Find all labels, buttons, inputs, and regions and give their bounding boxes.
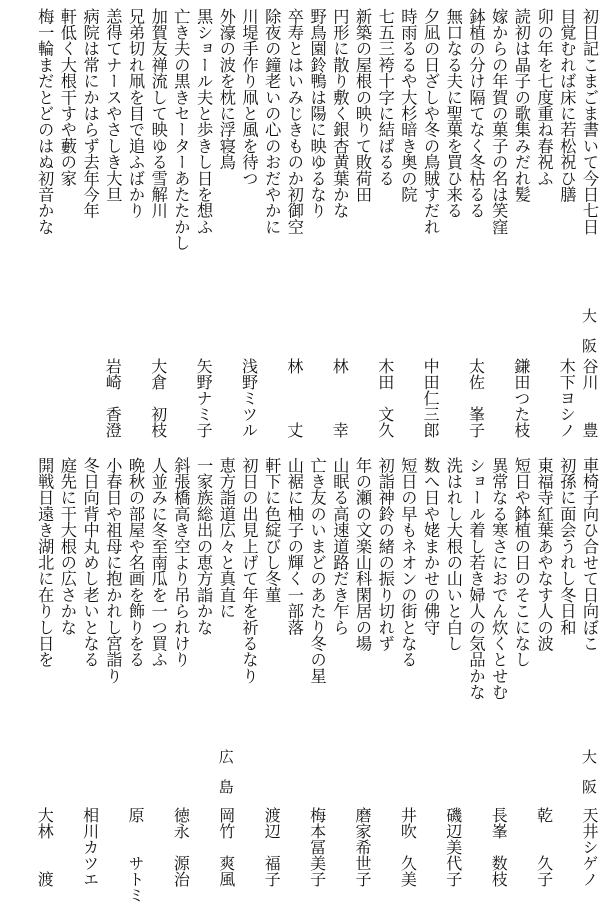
haiku-verse: 短日や鉢植の日のそこになし: [511, 457, 531, 668]
haiku-verse: 東福寺紅葉あやなす人の波: [534, 457, 554, 652]
top-section: [0, 8, 600, 448]
verse-column: [533, 8, 555, 448]
haiku-verse: 人並みに冬至南瓜を一つ買ふ: [148, 457, 168, 668]
verse-column: [124, 8, 146, 448]
haiku-verse: 初孫に面会うれし冬日和: [557, 457, 577, 636]
verse-column: [192, 457, 214, 897]
haiku-verse: 嫁からの年賀の菓子の名は笑窪: [489, 8, 509, 235]
author-name: 徳永 源治: [171, 807, 191, 887]
author-name: 渡辺 福子: [262, 807, 282, 887]
verse-column: [260, 8, 282, 448]
haiku-verse: 兄弟切れ凧を目で追ふばかり: [126, 8, 145, 219]
haiku-verse: 初日の出見上げて年を祈るなり: [239, 457, 259, 684]
verse-column: [192, 8, 214, 448]
author-name: 谷川 豊: [580, 358, 599, 438]
author-name: 梅本冨美子: [307, 807, 327, 887]
verse-column: [419, 8, 441, 448]
haiku-verse: 野鳥園鈴鴨は陽に映ゆるなり: [307, 8, 327, 219]
haiku-verse: 読初は晶子の歌集みだれ髪: [511, 8, 531, 203]
haiku-verse: 初日記こまごま書いて今日七日: [580, 8, 599, 235]
haiku-verse: 加賀友禅流して映ゆる雪解川: [148, 8, 168, 219]
verse-column: [465, 457, 487, 897]
haiku-verse: 新築の屋根の映りて敗荷田: [353, 8, 372, 203]
bottom-section: [0, 457, 600, 903]
verse-column: [101, 457, 123, 897]
verse-column: [374, 457, 396, 897]
haiku-verse: 恵方詣道広々と真直に: [216, 457, 236, 619]
verse-column: [56, 457, 78, 897]
author-name: 乾 久子: [534, 807, 554, 887]
author-name: 太佐 峯子: [466, 358, 486, 438]
haiku-verse: 除夜の鐘老いの心のおだやかに: [262, 8, 282, 235]
haiku-verse: 冬日向背中丸めし老いとなる: [80, 457, 100, 668]
verse-column: [487, 457, 509, 897]
author-name: 大倉 初枝: [148, 358, 168, 438]
verse-column: [442, 8, 464, 448]
haiku-verse: 数へ日や姥まかせの佛守: [421, 457, 441, 636]
verse-column: [306, 457, 328, 897]
author-name: 木下ヨシノ: [557, 358, 577, 438]
author-name: 鎌田つた枝: [511, 358, 531, 438]
haiku-verse: 目覚むれば床に若松祝ひ膳: [557, 8, 577, 203]
verse-column: [374, 8, 396, 448]
author-place: 大 阪: [580, 308, 598, 353]
haiku-verse: 七五三袴十字に結ばるる: [375, 8, 395, 187]
verse-column: [465, 8, 487, 448]
author-name: 磨家希世子: [353, 807, 372, 887]
author-name: 岩崎 香澄: [103, 358, 123, 438]
author-name: 大林 渡: [35, 807, 55, 887]
verse-column: [578, 457, 600, 897]
haiku-verse: 一家族総出の恵方詣かな: [194, 457, 214, 636]
verse-column: [56, 8, 78, 448]
verse-column: [33, 457, 55, 897]
author-name: 天井シゲノ: [580, 807, 599, 887]
author-name: 中田仁三郎: [421, 358, 441, 438]
verse-column: [351, 457, 373, 897]
haiku-verse: 卒寿とはいみじきものか初御空: [284, 8, 304, 235]
author-place: 大 阪: [580, 749, 598, 794]
author-name: 岡竹 爽風: [216, 807, 236, 887]
verse-column: [396, 8, 418, 448]
haiku-verse: 晩秋の部屋や名画を飾りをる: [126, 457, 145, 668]
haiku-verse: 外濠の波を枕に浮寝鳥: [216, 8, 236, 170]
author-name: 井吹 久美: [398, 807, 418, 887]
verse-column: [215, 8, 237, 448]
haiku-verse: 洗はれし大根の山いと白し: [443, 457, 463, 652]
verse-column: [79, 457, 101, 897]
verse-column: [510, 457, 532, 897]
haiku-verse: 年の瀬の文楽山科閑居の場: [353, 457, 372, 652]
author-name: 原 サトミ: [126, 807, 145, 903]
verse-column: [169, 457, 191, 897]
verse-column: [555, 8, 577, 448]
haiku-verse: 異常なる寒さにおでん炊くとせむ: [489, 457, 509, 700]
author-name: 磯辺美代子: [443, 807, 463, 887]
author-name: 林 幸: [330, 358, 350, 438]
verse-column: [283, 8, 305, 448]
haiku-verse: 夕凪の日ざしや冬の鳥賊すだれ: [421, 8, 441, 235]
verse-column: [328, 457, 350, 897]
haiku-verse: 梅一輪まだとどのはぬ初音かな: [35, 8, 55, 235]
verse-column: [169, 8, 191, 448]
haiku-verse: 開戦日遠き湖北に在りし日を: [35, 457, 55, 668]
author-name: 相川カツエ: [80, 807, 100, 887]
haiku-verse: 庭先に干大根の広さかな: [57, 457, 77, 636]
verse-column: [487, 8, 509, 448]
verse-column: [147, 457, 169, 897]
verse-column: [351, 8, 373, 448]
haiku-verse: 卯の年を七度重ね春祝ふ: [534, 8, 554, 187]
verse-column: [419, 457, 441, 897]
verse-column: [238, 8, 260, 448]
verse-column: [442, 457, 464, 897]
haiku-verse: 車椅子向ひ合せて日向ぼこ: [580, 457, 599, 652]
haiku-verse: 斜張橋高き空より吊られけり: [171, 457, 191, 668]
haiku-verse: 恙得てナースやさしき大旦: [103, 8, 123, 203]
verse-column: [328, 8, 350, 448]
author-name: 浅野ミツル: [239, 358, 259, 438]
haiku-verse: 短日の早もネオンの街となる: [398, 457, 418, 668]
haiku-verse: 初詣神鈴の緒の振り切れず: [375, 457, 395, 652]
haiku-verse: 亡き友のいまどのあたり冬の星: [307, 457, 327, 684]
haiku-verse: 鉢植の分け隔てなく冬枯るる: [466, 8, 486, 219]
verse-column: [33, 8, 55, 448]
verse-column: [260, 457, 282, 897]
verse-column: [238, 457, 260, 897]
verse-column: [101, 8, 123, 448]
verse-column: [396, 457, 418, 897]
haiku-verse: 無口なる夫に聖菓を買ひ来る: [443, 8, 463, 219]
author-place: 広 島: [216, 749, 235, 794]
verse-column: [555, 457, 577, 897]
author-name: 矢野ナミ子: [194, 358, 214, 438]
author-name: 木田 文久: [375, 358, 395, 438]
haiku-verse: ショール着し若き婦人の気品かな: [466, 457, 486, 700]
verse-column: [533, 457, 555, 897]
verse-column: [578, 8, 600, 448]
haiku-verse: 亡き夫の黒きセーターあたたかし: [171, 8, 191, 251]
haiku-verse: 時雨るるや大杉暗き奥の院: [398, 8, 418, 203]
haiku-verse: 軒下に色綻びし冬菫: [262, 457, 282, 603]
haiku-verse: 山裾に柚子の輝く一部落: [284, 457, 304, 636]
author-name: 林 丈: [284, 358, 304, 438]
verse-column: [510, 8, 532, 448]
verse-column: [306, 8, 328, 448]
verse-column: [79, 8, 101, 448]
verse-column: [215, 457, 237, 897]
haiku-verse: 円形に散り敷く銀杏黄葉かな: [330, 8, 350, 219]
haiku-verse: 病院は常にかはらず去年今年: [80, 8, 100, 219]
haiku-verse: 黒ショール夫と歩きし日を想ふ: [194, 8, 214, 235]
verse-column: [147, 8, 169, 448]
haiku-verse: 小春日や祖母に抱かれし宮詣り: [103, 457, 123, 684]
verse-column: [283, 457, 305, 897]
haiku-verse: 山眠る高速道路だき乍ら: [330, 457, 350, 636]
verse-column: [124, 457, 146, 903]
haiku-verse: 川堤手作り凧と風を待つ: [239, 8, 259, 187]
haiku-verse: 軒低く大根干すや藪の家: [57, 8, 77, 187]
author-name: 長峯 数枝: [489, 807, 509, 887]
